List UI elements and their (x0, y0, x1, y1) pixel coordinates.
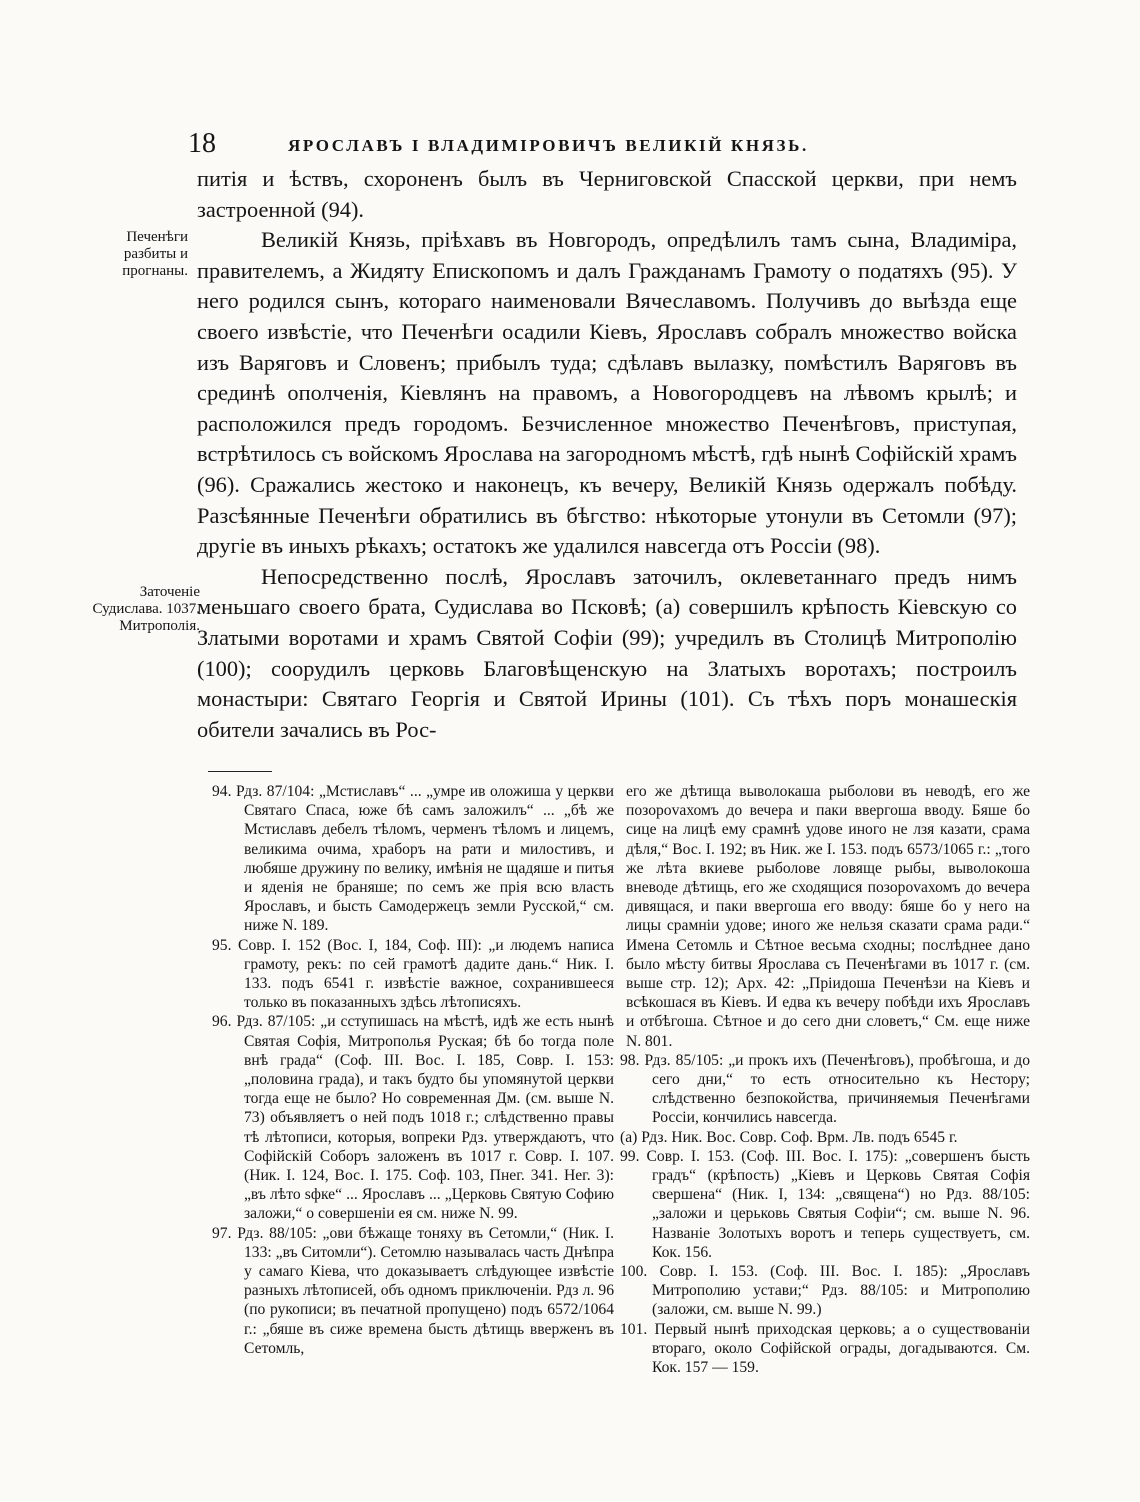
footnote-97: 97. Рдз. 88/105: „ови бѣжаще тоняху въ Сетомли,“ (Ник. I. 133: „въ Ситомли“). Сетомлю называлась часть Днѣпра у самаго Кiева, что доказываетъ слѣдующее извѣстiе разныхъ лѣтописей, объ одномъ приключенiи. Рдз л. 96 (по рукописи; въ печатной пропущено) подъ 6572/1064 г.: „бяше въ сиже времена бысть дѣтищь вверженъ въ Сетомль, (212, 1224, 614, 1357)
footnote-101: 101. Первый нынѣ приходская церковь; а о существованiи втораго, около Софiйской ограды, догадываются. См. Кок. 157 — 159. (620, 1320, 1030, 1377)
footnote-96: 96. Рдз. 87/105: „и сступишась на мѣстѣ, идѣ же есть нынѣ Святая Софiя, Митрополья Руская; бѣ бо тогда поле внѣ града“ (Соф. III. Вос. I. 185, Совр. I. 153: „половина града), и такъ будто бы упомянутой церкви тогда еще не было? Но современная Дм. (см. выше N. 73) объявляетъ о ней подъ 1018 г.; слѣдственно правы тѣ лѣтописи, которыя, вопреки Рдз. утверждаютъ, что Софiйскiй Соборъ заложенъ въ 1017 г. Совр. I. 107. (Ник. I. 124, Вос. I. 175. Соф. 103, Пнег. 341. Нег. 3): „въ лѣто ѕфке“ ... Ярославъ ... „Церковь Святую Софию заложи,“ о совершенiи ея см. ниже N. 99. (212, 1013, 614, 1223)
footnote-divider (208, 771, 272, 772)
footnote-97-continued: его же дѣтища выволокаша рыболови въ неводѣ, его же позорovахомъ до вечера и паки ввергоша вводу. Бяше бо сице на лицѣ ему срамнѣ удове иного не лзя казати, срама дѣля,“ Вос. I. 192; въ Ник. же I. 153. подъ 6573/1065 г.: „того же лѣта вкиеве рыболове ловяще рыбы, выволокоша вневоде дѣтищь, его же сходящися позорovахомъ до вечера дивящася, и паки ввергоша его вводу: бяше бо у него на лицы срамнiи удове; иного же нельзя сказати срама ради.“ Имена Сетомль и Сѣтное весьма сходны; послѣднее дано было мѣсту битвы Ярослава съ Печенѣгами въ 1017 г. (см. выше стр. 12); Арх. 42: „Прiидоша Печенѣзи на Кiевъ и всѣкошася въ Кiевъ. И едва къ вечеру побѣди ихъ Ярославъ и отбѣгоша. Сѣтное и до сего дни словетъ,“ См. еще ниже N. 801. (626, 783, 1030, 1050)
footnote-98: 98. Рдз. 85/105: „и прокъ ихъ (Печенѣговъ), пробѣгоша, и до сего дни,“ то есть относительно къ Нестору; слѣдственно безпокойства, причиняемыя Печенѣгами Россiи, кончились навсегда. (620, 1051, 1030, 1127)
main-text (197, 164, 1017, 745)
footnote-95: 95. Совр. I. 152 (Вос. I, 184, Соф. III): „и людемъ написа грамоту, рекъ: по сей грамотѣ дадите дань.“ Ник. I. 133. подъ 6541 г. извѣстiе важное, сохранившееся только въ показанныхъ здѣсь лѣтописяхъ. (212, 936, 614, 1012)
footnote-94: 94. Рдз. 87/104: „Мстиславъ“ ... „умре ив оложиша у церкви Святаго Спаса, юже бѣ самъ заложилъ“ ... „бѣ же Мстиславъ дебелъ тѣломъ, черменъ тѣломъ и лицемъ, великима очима, храборъ на рати и милостивъ, и любяше дружину по велику, имѣнiя не щадяше и питья и яденiя не браняше; по семъ же прiя всю власть Ярославъ, и бысть Самодержецъ земли Русской,“ см. ниже N. 189. (212, 783, 614, 935)
margin-note-pechenegs: Печенѣги разбиты и прогнаны. (122, 229, 188, 279)
page-number: 18 (188, 128, 216, 159)
running-title: ЯРОСЛАВЪ I ВЛАДИМIРОВИЧЪ ВЕЛИКIЙ КНЯЗЬ. (288, 136, 809, 155)
footnote-99: 99. Совр. I. 153. (Соф. III. Вос. I. 175): „совершенъ бысть градъ“ (крѣпость) „Кiевъ и Церковь Святая Софiя свершена“ (Ник. I, 134: „священа“) но Рдз. 88/105: „заложи и церьковь Святыя Софiи“; см. выше N. 96. Названiе Золотыхъ воротъ и теперь существуетъ, см. Кок. 156. (620, 1147, 1030, 1261)
paragraph-1: питiя и ѣствъ, схороненъ былъ въ Черниговской Спасской церкви, при немъ застроенной (94). (197, 166, 1017, 222)
footnotes-right-column (620, 782, 1030, 1377)
page-header (188, 128, 928, 162)
margin-note-sudislav: Заточенiе Судислава. 1037. Митрополiя. (92, 584, 200, 634)
footnote-100: 100. Совр. I. 153. (Соф. III. Вос. I. 185): „Ярославъ Митрополию устави;“ Рдз. 88/105: и Митрополию (заложи, см. выше N. 99.) (620, 1263, 1030, 1319)
footnotes-left-column (212, 782, 614, 1358)
paragraph-2: Великiй Князь, прiѣхавъ въ Новгородъ, опредѣлилъ тамъ сына, Владимiра, правителемъ, а Жидяту Епископомъ и далъ Гражданамъ Грамоту о податяхъ (95). У него родился сынъ, котораго наименовали Вячеславомъ. Получивъ до выѣзда еще своего извѣстiе, что Печенѣги осадили Кiевъ, Ярославъ собралъ множество войска изъ Варяговъ и Словенъ; прибылъ туда; сдѣлавъ вылазку, помѣстилъ Варяговъ въ срединѣ ополченiя, Кiевлянъ на правомъ, а Новогородцевъ на лѣвомъ крылѣ; и расположился предъ городомъ. Безчисленное множество Печенѣговъ, приступая, встрѣтилось съ войскомъ Ярослава на загородномъ мѣстѣ, гдѣ нынѣ Софiйскiй храмъ (96). Сражались жестоко и наконецъ, къ вечеру, Великiй Князь одержалъ побѣду. Разсѣянные Печенѣги обратились въ бѣгство: нѣкоторые утонули въ Сетомли (97); другiе въ иныхъ рѣкахъ; остатокъ же удалился навсегда отъ Россiи (98). (197, 227, 1017, 559)
footnote-a: (а) Рдз. Ник. Вос. Совр. Соф. Врм. Лв. подъ 6545 г. (620, 1128, 958, 1146)
paragraph-3: Непосредственно послѣ, Ярославъ заточилъ, оклеветаннаго предъ нимъ меньшаго своего брата, Судислава во Псковѣ; (а) совершилъ крѣпость Кiевскую со Златыми воротами и храмъ Святой Софiи (99); учредилъ въ Столицѣ Митрополiю (100); соорудилъ церковь Благовѣщенскую на Златыхъ воротахъ; построилъ монастыри: Святаго Георгiя и Святой Ирины (101). Съ тѣхъ поръ монашескiя обители зачались въ Рос- (197, 563, 1017, 742)
